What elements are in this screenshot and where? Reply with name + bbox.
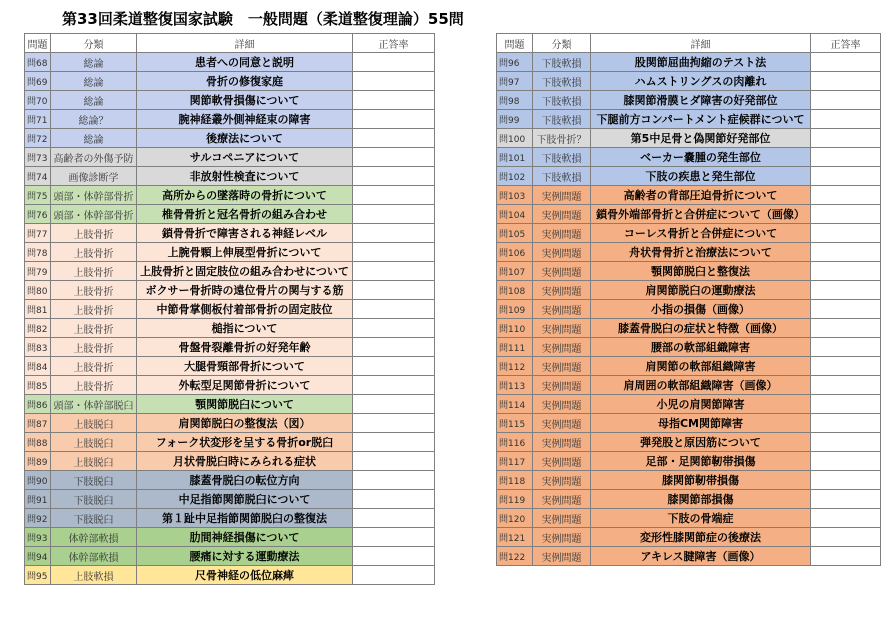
category-cell: 実例問題 bbox=[533, 205, 591, 224]
answer-rate-cell bbox=[353, 509, 435, 528]
question-number: 問71 bbox=[25, 110, 51, 129]
question-number: 問121 bbox=[497, 528, 533, 547]
category-cell: 下肢軟損 bbox=[533, 110, 591, 129]
table-row bbox=[25, 338, 435, 357]
answer-rate-cell bbox=[811, 414, 881, 433]
table-row bbox=[497, 243, 881, 262]
table-row bbox=[497, 91, 881, 110]
question-number: 問112 bbox=[497, 357, 533, 376]
question-number: 問103 bbox=[497, 186, 533, 205]
category-cell: 総論 bbox=[51, 53, 137, 72]
answer-rate-cell bbox=[353, 167, 435, 186]
question-number: 問105 bbox=[497, 224, 533, 243]
category-cell: 実例問題 bbox=[533, 395, 591, 414]
category-cell: 上肢脱臼 bbox=[51, 433, 137, 452]
right-question-table bbox=[496, 33, 881, 566]
answer-rate-cell bbox=[353, 72, 435, 91]
answer-rate-cell bbox=[811, 110, 881, 129]
category-cell: 上肢骨折 bbox=[51, 319, 137, 338]
table-row bbox=[497, 547, 881, 566]
category-cell: 実例問題 bbox=[533, 490, 591, 509]
answer-rate-cell bbox=[353, 91, 435, 110]
detail-cell: 高齢者の背部圧迫骨折について bbox=[591, 186, 811, 205]
table-row bbox=[25, 53, 435, 72]
category-cell: 実例問題 bbox=[533, 243, 591, 262]
answer-rate-cell bbox=[353, 338, 435, 357]
question-number: 問70 bbox=[25, 91, 51, 110]
detail-cell: 肩関節脱臼の整復法（図） bbox=[137, 414, 353, 433]
table-row bbox=[25, 129, 435, 148]
detail-cell: 腰痛に対する運動療法 bbox=[137, 547, 353, 566]
table-row bbox=[25, 319, 435, 338]
question-number: 問90 bbox=[25, 471, 51, 490]
table-row bbox=[497, 357, 881, 376]
question-number: 問116 bbox=[497, 433, 533, 452]
detail-cell: 膝関節部損傷 bbox=[591, 490, 811, 509]
detail-cell: 中節骨掌側板付着部骨折の固定肢位 bbox=[137, 300, 353, 319]
detail-cell: 尺骨神経の低位麻痺 bbox=[137, 566, 353, 585]
category-cell: 下肢軟損 bbox=[533, 91, 591, 110]
header-detail: 詳細 bbox=[591, 34, 811, 53]
question-number: 問89 bbox=[25, 452, 51, 471]
question-number: 問86 bbox=[25, 395, 51, 414]
left-question-table bbox=[24, 33, 435, 585]
question-number: 問81 bbox=[25, 300, 51, 319]
table-row bbox=[497, 186, 881, 205]
answer-rate-cell bbox=[353, 376, 435, 395]
question-number: 問98 bbox=[497, 91, 533, 110]
question-number: 問110 bbox=[497, 319, 533, 338]
answer-rate-cell bbox=[353, 129, 435, 148]
table-row bbox=[25, 490, 435, 509]
answer-rate-cell bbox=[811, 186, 881, 205]
detail-cell: 患者への同意と説明 bbox=[137, 53, 353, 72]
detail-cell: 弾発股と原因筋について bbox=[591, 433, 811, 452]
table-row bbox=[497, 376, 881, 395]
right-table-body bbox=[497, 53, 881, 566]
category-cell: 実例問題 bbox=[533, 414, 591, 433]
question-number: 問117 bbox=[497, 452, 533, 471]
table-row bbox=[497, 338, 881, 357]
answer-rate-cell bbox=[811, 243, 881, 262]
category-cell: 上肢脱臼 bbox=[51, 414, 137, 433]
table-row bbox=[497, 490, 881, 509]
detail-cell: 膝蓋骨脱臼の症状と特徴（画像） bbox=[591, 319, 811, 338]
detail-cell: 関節軟骨損傷について bbox=[137, 91, 353, 110]
table-row bbox=[497, 300, 881, 319]
table-row bbox=[25, 509, 435, 528]
detail-cell: 鎖骨外端部骨折と合併症について（画像） bbox=[591, 205, 811, 224]
category-cell: 実例問題 bbox=[533, 376, 591, 395]
category-cell: 上肢骨折 bbox=[51, 224, 137, 243]
header-question-no: 問題 bbox=[497, 34, 533, 53]
question-number: 問108 bbox=[497, 281, 533, 300]
detail-cell: 腕神経叢外側神経束の障害 bbox=[137, 110, 353, 129]
detail-cell: 顎関節脱臼と整復法 bbox=[591, 262, 811, 281]
header-detail: 詳細 bbox=[137, 34, 353, 53]
detail-cell: 肩関節脱臼の運動療法 bbox=[591, 281, 811, 300]
detail-cell: 第１趾中足指節関節脱臼の整復法 bbox=[137, 509, 353, 528]
table-row bbox=[25, 243, 435, 262]
table-row bbox=[497, 414, 881, 433]
page-title: 第33回柔道整復国家試験 一般問題（柔道整復理論）55問 bbox=[62, 10, 464, 28]
header-category: 分類 bbox=[51, 34, 137, 53]
detail-cell: 中足指節関節脱臼について bbox=[137, 490, 353, 509]
category-cell: 下肢軟損 bbox=[533, 148, 591, 167]
detail-cell: コーレス骨折と合併症について bbox=[591, 224, 811, 243]
detail-cell: ボクサー骨折時の遠位骨片の関与する筋 bbox=[137, 281, 353, 300]
answer-rate-cell bbox=[811, 395, 881, 414]
detail-cell: 月状骨脱臼時にみられる症状 bbox=[137, 452, 353, 471]
table-row bbox=[497, 509, 881, 528]
answer-rate-cell bbox=[353, 281, 435, 300]
table-row bbox=[497, 53, 881, 72]
question-number: 問97 bbox=[497, 72, 533, 91]
table-row bbox=[25, 186, 435, 205]
category-cell: 高齢者の外傷予防 bbox=[51, 148, 137, 167]
table-row bbox=[497, 110, 881, 129]
detail-cell: 顎関節脱臼について bbox=[137, 395, 353, 414]
detail-cell: 股関節屈曲拘縮のテスト法 bbox=[591, 53, 811, 72]
answer-rate-cell bbox=[811, 262, 881, 281]
table-row bbox=[497, 452, 881, 471]
answer-rate-cell bbox=[811, 148, 881, 167]
question-number: 問76 bbox=[25, 205, 51, 224]
answer-rate-cell bbox=[353, 490, 435, 509]
question-number: 問94 bbox=[25, 547, 51, 566]
category-cell: 実例問題 bbox=[533, 338, 591, 357]
question-number: 問82 bbox=[25, 319, 51, 338]
table-row bbox=[25, 167, 435, 186]
category-cell: 上肢骨折 bbox=[51, 338, 137, 357]
category-cell: 実例問題 bbox=[533, 300, 591, 319]
answer-rate-cell bbox=[353, 205, 435, 224]
table-row bbox=[497, 471, 881, 490]
detail-cell: 外転型足関節骨折について bbox=[137, 376, 353, 395]
answer-rate-cell bbox=[353, 319, 435, 338]
answer-rate-cell bbox=[353, 471, 435, 490]
category-cell: 上肢軟損 bbox=[51, 566, 137, 585]
detail-cell: 下腿前方コンパートメント症候群について bbox=[591, 110, 811, 129]
category-cell: 下肢軟損 bbox=[533, 72, 591, 91]
question-number: 問73 bbox=[25, 148, 51, 167]
category-cell: 下肢脱臼 bbox=[51, 490, 137, 509]
category-cell: 総論 bbox=[51, 91, 137, 110]
question-number: 問69 bbox=[25, 72, 51, 91]
detail-cell: 上肢骨折と固定肢位の組み合わせについて bbox=[137, 262, 353, 281]
category-cell: 頭部・体幹部脱臼 bbox=[51, 395, 137, 414]
question-number: 問99 bbox=[497, 110, 533, 129]
answer-rate-cell bbox=[353, 186, 435, 205]
category-cell: 上肢骨折 bbox=[51, 262, 137, 281]
table-row bbox=[497, 433, 881, 452]
answer-rate-cell bbox=[353, 452, 435, 471]
detail-cell: 後療法について bbox=[137, 129, 353, 148]
answer-rate-cell bbox=[811, 547, 881, 566]
detail-cell: 肋間神経損傷について bbox=[137, 528, 353, 547]
header-answer-rate: 正答率 bbox=[353, 34, 435, 53]
answer-rate-cell bbox=[811, 72, 881, 91]
category-cell: 実例問題 bbox=[533, 547, 591, 566]
detail-cell: 小児の肩関節障害 bbox=[591, 395, 811, 414]
table-row bbox=[25, 528, 435, 547]
detail-cell: 小指の損傷（画像） bbox=[591, 300, 811, 319]
question-number: 問91 bbox=[25, 490, 51, 509]
table-header-row bbox=[497, 34, 881, 53]
category-cell: 下肢骨折？ bbox=[533, 129, 591, 148]
question-number: 問72 bbox=[25, 129, 51, 148]
category-cell: 上肢骨折 bbox=[51, 281, 137, 300]
category-cell: 体幹部軟損 bbox=[51, 528, 137, 547]
question-number: 問92 bbox=[25, 509, 51, 528]
table-row bbox=[25, 262, 435, 281]
category-cell: 総論 bbox=[51, 129, 137, 148]
answer-rate-cell bbox=[811, 91, 881, 110]
answer-rate-cell bbox=[353, 357, 435, 376]
category-cell: 上肢骨折 bbox=[51, 376, 137, 395]
table-row bbox=[497, 262, 881, 281]
category-cell: 画像診断学 bbox=[51, 167, 137, 186]
question-number: 問79 bbox=[25, 262, 51, 281]
category-cell: 上肢骨折 bbox=[51, 357, 137, 376]
answer-rate-cell bbox=[811, 167, 881, 186]
detail-cell: 変形性膝関節症の後療法 bbox=[591, 528, 811, 547]
detail-cell: ベーカー嚢腫の発生部位 bbox=[591, 148, 811, 167]
table-row bbox=[25, 566, 435, 585]
question-number: 問107 bbox=[497, 262, 533, 281]
table-row bbox=[497, 224, 881, 243]
answer-rate-cell bbox=[811, 224, 881, 243]
question-number: 問114 bbox=[497, 395, 533, 414]
question-number: 問106 bbox=[497, 243, 533, 262]
answer-rate-cell bbox=[353, 262, 435, 281]
table-header-row bbox=[25, 34, 435, 53]
category-cell: 上肢骨折 bbox=[51, 243, 137, 262]
detail-cell: 上腕骨顆上伸展型骨折について bbox=[137, 243, 353, 262]
table-row bbox=[497, 395, 881, 414]
answer-rate-cell bbox=[811, 471, 881, 490]
table-row bbox=[497, 72, 881, 91]
question-number: 問120 bbox=[497, 509, 533, 528]
detail-cell: 鎖骨骨折で障害される神経レベル bbox=[137, 224, 353, 243]
question-number: 問84 bbox=[25, 357, 51, 376]
table-row bbox=[25, 281, 435, 300]
answer-rate-cell bbox=[353, 110, 435, 129]
table-row bbox=[497, 281, 881, 300]
category-cell: 下肢軟損 bbox=[533, 53, 591, 72]
detail-cell: 肩周囲の軟部組織障害（画像） bbox=[591, 376, 811, 395]
header-category: 分類 bbox=[533, 34, 591, 53]
question-number: 問74 bbox=[25, 167, 51, 186]
answer-rate-cell bbox=[353, 566, 435, 585]
table-row bbox=[25, 148, 435, 167]
question-number: 問113 bbox=[497, 376, 533, 395]
category-cell: 実例問題 bbox=[533, 281, 591, 300]
table-row bbox=[497, 129, 881, 148]
answer-rate-cell bbox=[353, 433, 435, 452]
answer-rate-cell bbox=[811, 433, 881, 452]
question-number: 問102 bbox=[497, 167, 533, 186]
category-cell: 実例問題 bbox=[533, 319, 591, 338]
answer-rate-cell bbox=[811, 509, 881, 528]
detail-cell: 膝関節滑膜ヒダ障害の好発部位 bbox=[591, 91, 811, 110]
answer-rate-cell bbox=[811, 319, 881, 338]
table-row bbox=[497, 528, 881, 547]
detail-cell: 下肢の骨端症 bbox=[591, 509, 811, 528]
question-number: 問85 bbox=[25, 376, 51, 395]
table-row bbox=[25, 547, 435, 566]
answer-rate-cell bbox=[811, 281, 881, 300]
table-row bbox=[25, 91, 435, 110]
question-number: 問68 bbox=[25, 53, 51, 72]
table-row bbox=[25, 395, 435, 414]
answer-rate-cell bbox=[353, 414, 435, 433]
category-cell: 実例問題 bbox=[533, 528, 591, 547]
category-cell: 実例問題 bbox=[533, 433, 591, 452]
detail-cell: 膝蓋骨脱臼の転位方向 bbox=[137, 471, 353, 490]
answer-rate-cell bbox=[811, 205, 881, 224]
question-number: 問119 bbox=[497, 490, 533, 509]
category-cell: 実例問題 bbox=[533, 471, 591, 490]
answer-rate-cell bbox=[811, 338, 881, 357]
answer-rate-cell bbox=[353, 53, 435, 72]
detail-cell: 非放射性検査について bbox=[137, 167, 353, 186]
question-number: 問109 bbox=[497, 300, 533, 319]
table-row bbox=[25, 300, 435, 319]
question-number: 問78 bbox=[25, 243, 51, 262]
category-cell: 体幹部軟損 bbox=[51, 547, 137, 566]
category-cell: 総論 bbox=[51, 72, 137, 91]
question-number: 問100 bbox=[497, 129, 533, 148]
question-number: 問87 bbox=[25, 414, 51, 433]
table-row bbox=[25, 452, 435, 471]
detail-cell: 高所からの墜落時の骨折について bbox=[137, 186, 353, 205]
detail-cell: 椎骨骨折と冠名骨折の組み合わせ bbox=[137, 205, 353, 224]
category-cell: 実例問題 bbox=[533, 262, 591, 281]
detail-cell: 膝関節靭帯損傷 bbox=[591, 471, 811, 490]
category-cell: 実例問題 bbox=[533, 509, 591, 528]
category-cell: 下肢軟損 bbox=[533, 167, 591, 186]
answer-rate-cell bbox=[811, 300, 881, 319]
category-cell: 頭部・体幹部骨折 bbox=[51, 205, 137, 224]
question-number: 問104 bbox=[497, 205, 533, 224]
answer-rate-cell bbox=[811, 490, 881, 509]
detail-cell: 大腿骨頸部骨折について bbox=[137, 357, 353, 376]
detail-cell: 肩関節の軟部組織障害 bbox=[591, 357, 811, 376]
question-number: 問115 bbox=[497, 414, 533, 433]
category-cell: 実例問題 bbox=[533, 357, 591, 376]
detail-cell: 骨盤骨裂離骨折の好発年齢 bbox=[137, 338, 353, 357]
header-question-no: 問題 bbox=[25, 34, 51, 53]
table-row bbox=[497, 205, 881, 224]
answer-rate-cell bbox=[353, 528, 435, 547]
answer-rate-cell bbox=[353, 243, 435, 262]
detail-cell: サルコペニアについて bbox=[137, 148, 353, 167]
answer-rate-cell bbox=[353, 547, 435, 566]
question-number: 問111 bbox=[497, 338, 533, 357]
question-number: 問93 bbox=[25, 528, 51, 547]
answer-rate-cell bbox=[353, 224, 435, 243]
detail-cell: 槌指について bbox=[137, 319, 353, 338]
detail-cell: 足部・足関節靭帯損傷 bbox=[591, 452, 811, 471]
question-number: 問75 bbox=[25, 186, 51, 205]
question-number: 問118 bbox=[497, 471, 533, 490]
table-row bbox=[25, 205, 435, 224]
category-cell: 頭部・体幹部骨折 bbox=[51, 186, 137, 205]
question-number: 問80 bbox=[25, 281, 51, 300]
question-number: 問101 bbox=[497, 148, 533, 167]
answer-rate-cell bbox=[353, 395, 435, 414]
detail-cell: 第5中足骨と偽関節好発部位 bbox=[591, 129, 811, 148]
detail-cell: 骨折の修復家庭 bbox=[137, 72, 353, 91]
category-cell: 実例問題 bbox=[533, 224, 591, 243]
answer-rate-cell bbox=[811, 376, 881, 395]
table-row bbox=[25, 471, 435, 490]
category-cell: 上肢脱臼 bbox=[51, 452, 137, 471]
question-number: 問95 bbox=[25, 566, 51, 585]
question-number: 問83 bbox=[25, 338, 51, 357]
detail-cell: アキレス腱障害（画像） bbox=[591, 547, 811, 566]
detail-cell: 舟状骨骨折と治療法について bbox=[591, 243, 811, 262]
answer-rate-cell bbox=[353, 148, 435, 167]
table-row bbox=[497, 167, 881, 186]
answer-rate-cell bbox=[353, 300, 435, 319]
answer-rate-cell bbox=[811, 452, 881, 471]
header-answer-rate: 正答率 bbox=[811, 34, 881, 53]
answer-rate-cell bbox=[811, 528, 881, 547]
left-table-body bbox=[25, 53, 435, 585]
table-row bbox=[25, 357, 435, 376]
question-number: 問122 bbox=[497, 547, 533, 566]
table-row bbox=[25, 72, 435, 91]
category-cell: 上肢骨折 bbox=[51, 300, 137, 319]
question-number: 問77 bbox=[25, 224, 51, 243]
detail-cell: 腰部の軟部組織障害 bbox=[591, 338, 811, 357]
category-cell: 下肢脱臼 bbox=[51, 509, 137, 528]
detail-cell: フォーク状変形を呈する骨折or脱臼 bbox=[137, 433, 353, 452]
answer-rate-cell bbox=[811, 357, 881, 376]
category-cell: 実例問題 bbox=[533, 186, 591, 205]
table-row bbox=[25, 224, 435, 243]
table-row bbox=[25, 433, 435, 452]
question-number: 問88 bbox=[25, 433, 51, 452]
category-cell: 下肢脱臼 bbox=[51, 471, 137, 490]
answer-rate-cell bbox=[811, 53, 881, 72]
table-row bbox=[25, 414, 435, 433]
table-row bbox=[25, 110, 435, 129]
detail-cell: ハムストリングスの肉離れ bbox=[591, 72, 811, 91]
table-row bbox=[497, 148, 881, 167]
question-number: 問96 bbox=[497, 53, 533, 72]
detail-cell: 下肢の疾患と発生部位 bbox=[591, 167, 811, 186]
table-row bbox=[497, 319, 881, 338]
table-row bbox=[25, 376, 435, 395]
category-cell: 総論？ bbox=[51, 110, 137, 129]
answer-rate-cell bbox=[811, 129, 881, 148]
detail-cell: 母指CM関節障害 bbox=[591, 414, 811, 433]
category-cell: 実例問題 bbox=[533, 452, 591, 471]
